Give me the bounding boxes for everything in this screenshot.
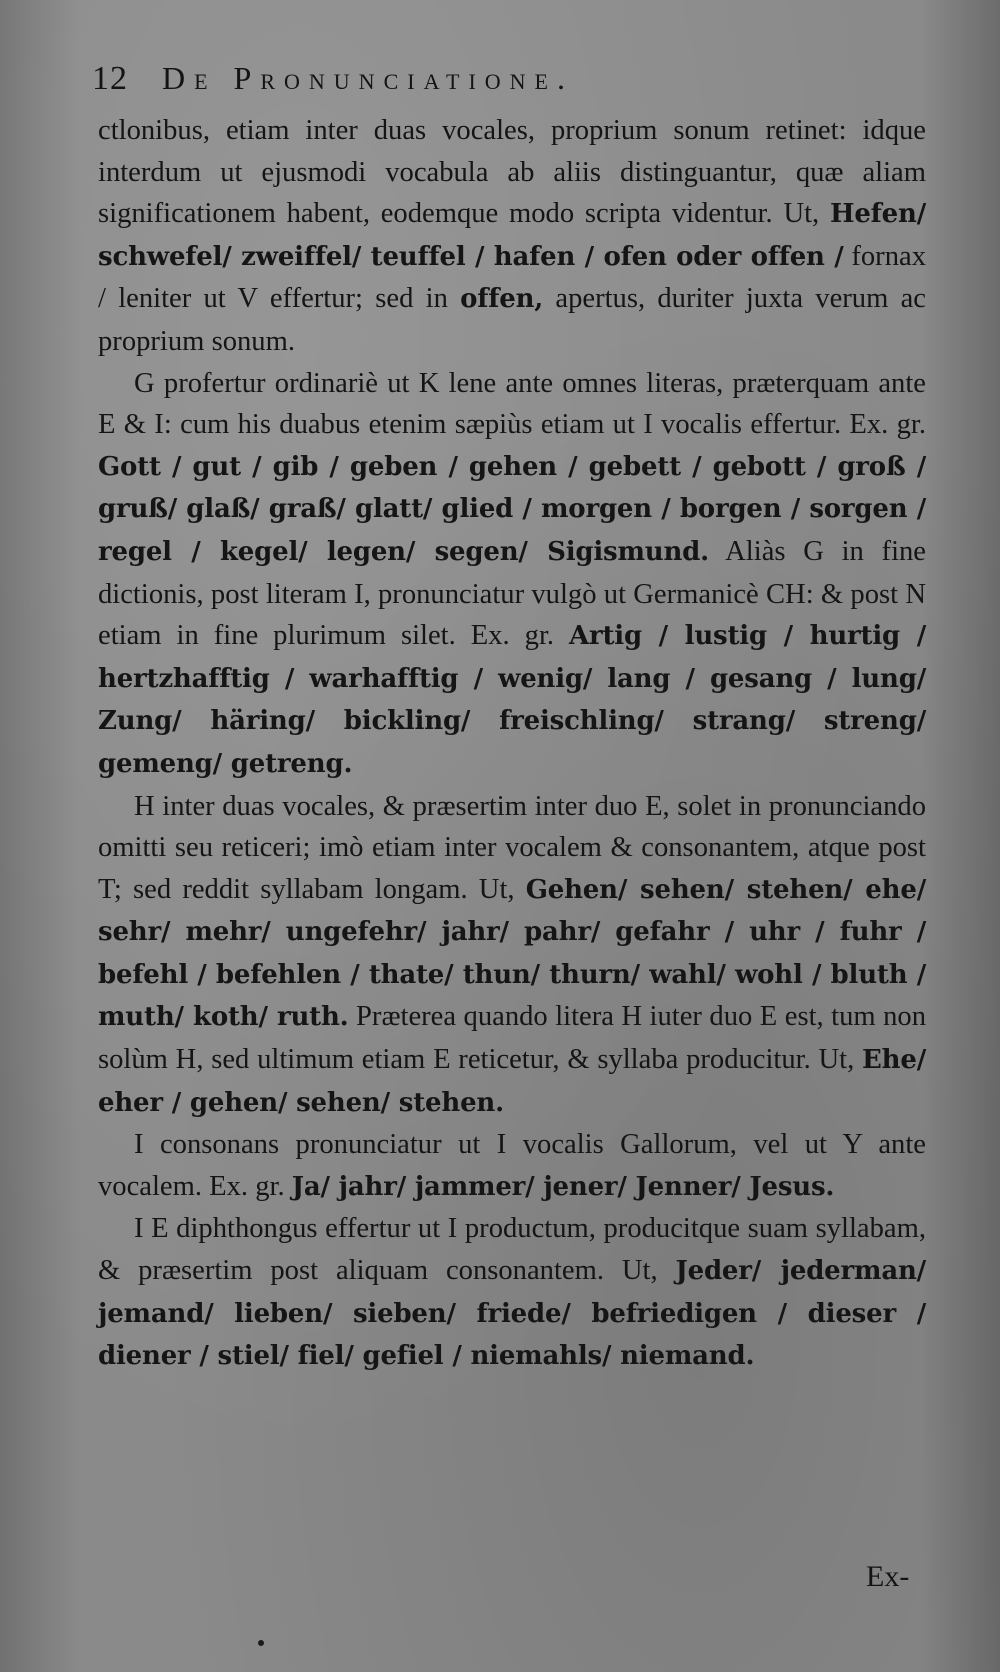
catchword: Ex- <box>866 1560 910 1593</box>
german-examples: Jeder/ jederman/ jemand/ lieben/ sieben/ friede/ befriedigen / dieser / diener / stiel/ fiel/ gefiel / niemahls/ niemand. <box>98 1256 926 1372</box>
latin-text: Aliàs G in fine dictionis, post literam I, pronunciatur vulgò ut Germanicè CH: & post N etiam in fine plurimum silet. Ex. gr. <box>98 535 926 652</box>
ink-speck <box>258 1640 264 1646</box>
german-examples: Gehen/ sehen/ stehen/ ehe/ sehr/ mehr/ ungefehr/ jahr/ pahr/ gefahr / uhr / fuhr / befehl / befehlen / thate/ thun/ thurn/ wahl/ wohl / bluth / muth/ koth/ ruth. <box>98 874 926 1033</box>
page-header <box>92 60 912 110</box>
body-text <box>98 110 926 1378</box>
latin-text: Præterea quando litera H iuter duo E est, tum non solùm H, sed ultimum etiam E reticetur, & syllaba producitur. Ut, <box>98 1001 927 1076</box>
latin-text: H inter duas vocales, & præsertim inter duo E, solet in pronunciando omitti seu reticeri; imò etiam inter vocalem & consonantem, atque post T; sed reddit syllabam longam. Ut, <box>98 790 926 905</box>
german-examples: Artig / lustig / hurtig / hertzhafftig / warhafftig / wenig/ lang / gesang / lung/ Zung/ häring/ bickling/ freischling/ strang/ streng/ gemeng/ getreng. <box>98 621 926 779</box>
german-examples: Ja/ jahr/ jammer/ jener/ Jenner/ Jesus. <box>291 1171 835 1202</box>
german-examples: Ehe/ eher / gehen/ sehen/ stehen. <box>98 1045 926 1118</box>
paragraph <box>98 110 926 363</box>
latin-text: fornax / leniter ut V effertur; sed in <box>98 240 926 315</box>
paragraph <box>98 786 926 1125</box>
latin-text: I E diphthongus effertur ut I productum, producitque suam syllabam, & præsertim post aliquam consonantem. Ut, <box>98 1213 926 1287</box>
latin-text: ctlonibus, etiam inter duas vocales, proprium sonum retinet: idque interdum ut ejusmodi vocabula ab aliis distinguantur, quæ aliam significationem habent, eodemque modo scripta videntur. Ut, <box>98 115 926 230</box>
page-number: 12 <box>92 60 128 97</box>
german-examples: Gott / gut / gib / geben / gehen / gebett / gebott / groß / gruß/ glaß/ graß/ glatt/ glied / morgen / borgen / sorgen / regel / kegel/ legen/ segen/ Sigismund. <box>98 451 926 567</box>
latin-text: apertus, duriter juxta verum ac proprium sonum. <box>98 283 926 357</box>
latin-text: G profertur ordinariè ut K lene ante omnes literas, præterquam ante E & I: cum his duabus etenim sæpiùs etiam ut I vocalis effertur. Ex. gr. <box>98 367 926 441</box>
paragraph <box>98 1124 926 1208</box>
german-examples: Hefen/ schwefel/ zweiffel/ teuffel / hafen / ofen oder offen / <box>98 199 926 272</box>
german-examples: offen, <box>460 284 544 315</box>
paragraph <box>98 363 926 786</box>
running-head: De Pronunciatione. <box>162 60 574 96</box>
paragraph <box>98 1208 926 1377</box>
latin-text: I consonans pronunciatur ut I vocalis Gallorum, vel ut Y ante vocalem. Ex. gr. <box>98 1129 926 1202</box>
